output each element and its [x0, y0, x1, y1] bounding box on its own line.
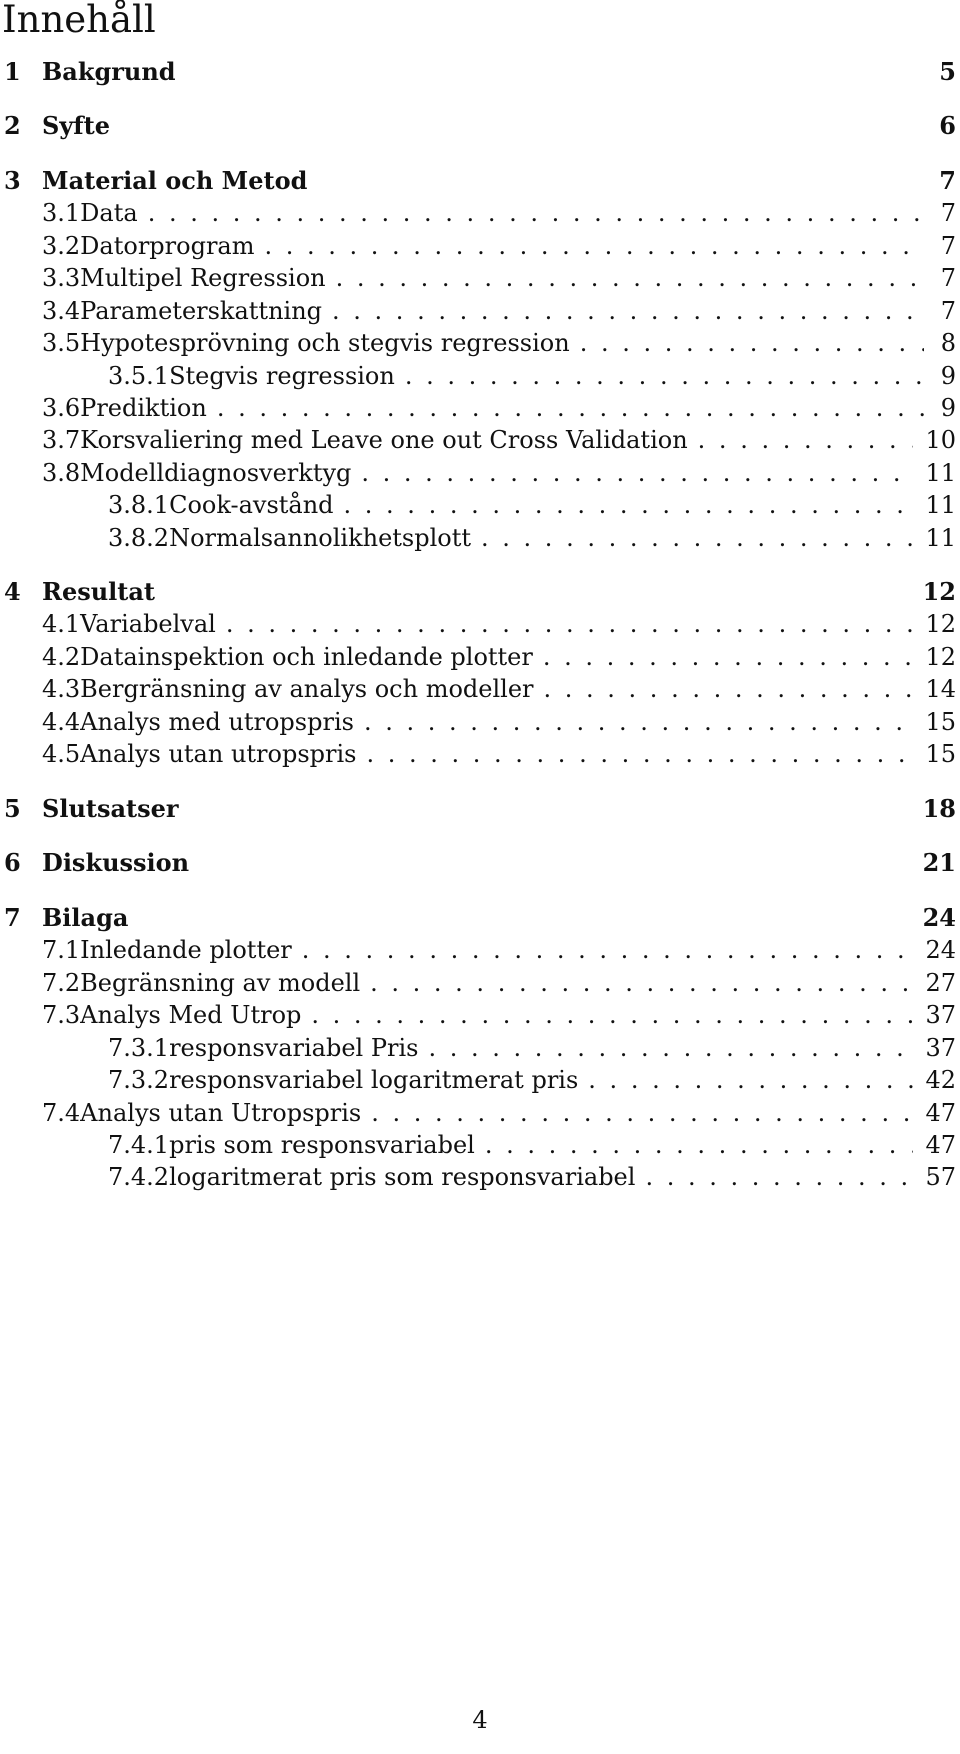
toc-chapter-entry[interactable]: [4, 166, 956, 196]
toc-dot-leader: [366, 739, 913, 769]
toc-entry-number: 7.4.1: [108, 1131, 170, 1159]
toc-entry-number: 4.5: [42, 740, 81, 768]
toc-entry-label: Analys utan utropspris: [80, 740, 357, 768]
toc-entry-page: 24: [922, 903, 956, 932]
toc-section-entry[interactable]: [4, 296, 956, 326]
toc-entry-number: 7.2: [42, 969, 81, 997]
toc-entry-number: 7.3.1: [108, 1034, 170, 1062]
toc-section-entry[interactable]: [4, 1130, 956, 1160]
toc-entry-page: 7: [940, 232, 956, 260]
toc-entry-number: 3.4: [42, 297, 81, 325]
toc-entry-label: Bakgrund: [42, 57, 176, 86]
toc-entry-page: 27: [925, 969, 956, 997]
toc-entry-page: 5: [939, 57, 956, 86]
toc-dot-leader: [364, 707, 914, 737]
toc-entry-label: Syfte: [42, 111, 110, 140]
toc-entry-page: 15: [925, 708, 956, 736]
toc-entry-number: 1: [4, 57, 21, 86]
toc-section-entry[interactable]: [4, 523, 956, 553]
toc-entry-label: Variabelval: [80, 610, 216, 638]
toc-dot-leader: [543, 642, 914, 672]
toc-chapter-entry[interactable]: [4, 57, 956, 87]
toc-entry-number: 3.6: [42, 394, 81, 422]
toc-entry-page: 42: [925, 1066, 956, 1094]
toc-title: Innehåll: [2, 0, 156, 41]
toc-entry-page: 12: [925, 610, 956, 638]
toc-entry-page: 8: [940, 329, 956, 357]
toc-chapter-entry[interactable]: [4, 794, 956, 824]
toc-section-entry[interactable]: [4, 458, 956, 488]
toc-section-entry[interactable]: [4, 425, 956, 455]
toc-section-entry[interactable]: [4, 198, 956, 228]
toc-section-entry[interactable]: [4, 968, 956, 998]
toc-entry-label: Multipel Regression: [80, 264, 326, 292]
toc-entry-number: 7.4.2: [108, 1163, 170, 1191]
toc-entry-number: 3.5: [42, 329, 81, 357]
toc-chapter-entry[interactable]: [4, 903, 956, 933]
toc-entry-page: 11: [925, 524, 956, 552]
toc-entry-number: 3.8: [42, 459, 81, 487]
toc-entry-number: 4.4: [42, 708, 81, 736]
toc-entry-label: Datorprogram: [80, 232, 255, 260]
toc-dot-leader: [311, 1000, 913, 1030]
toc-entry-label: Cook-avstånd: [169, 491, 334, 519]
toc-dot-leader: [336, 263, 924, 293]
toc-entry-label: Inledande plotter: [80, 936, 292, 964]
toc-entry-page: 15: [925, 740, 956, 768]
toc-entry-number: 2: [4, 111, 21, 140]
toc-dot-leader: [148, 198, 924, 228]
toc-entry-number: 3.5.1: [108, 362, 170, 390]
toc-section-entry[interactable]: [4, 707, 956, 737]
toc-entry-page: 57: [925, 1163, 956, 1191]
toc-dot-leader: [485, 1130, 914, 1160]
toc-dot-leader: [332, 296, 924, 326]
toc-section-entry[interactable]: [4, 739, 956, 769]
toc-entry-page: 24: [925, 936, 956, 964]
toc-dot-leader: [588, 1065, 913, 1095]
toc-dot-leader: [370, 968, 913, 998]
toc-entry-page: 7: [939, 166, 956, 195]
toc-entry-label: Parameterskattning: [80, 297, 323, 325]
toc-entry-number: 3.8.1: [108, 491, 170, 519]
toc-entry-number: 4: [4, 577, 21, 606]
toc-entry-label: Resultat: [42, 577, 156, 606]
toc-entry-page: 9: [940, 362, 956, 390]
toc-entry-number: 3.8.2: [108, 524, 170, 552]
toc-entry-label: Stegvis regression: [169, 362, 395, 390]
toc-entry-label: Normalsannolikhetsplott: [169, 524, 472, 552]
toc-section-entry[interactable]: [4, 490, 956, 520]
toc-entry-label: logaritmerat pris som responsvariabel: [169, 1163, 636, 1191]
toc-dot-leader: [361, 458, 913, 488]
toc-dot-leader: [344, 490, 914, 520]
toc-entry-number: 4.2: [42, 643, 81, 671]
toc-entry-label: Analys med utropspris: [80, 708, 354, 736]
toc-entry-page: 47: [925, 1131, 956, 1159]
toc-entry-page: 9: [940, 394, 956, 422]
toc-entry-number: 3.1: [42, 199, 81, 227]
toc-section-entry[interactable]: [4, 361, 956, 391]
toc-entry-label: pris som responsvariabel: [169, 1131, 475, 1159]
toc-entry-page: 11: [925, 459, 956, 487]
page-number: 4: [472, 1706, 488, 1734]
toc-dot-leader: [264, 231, 924, 261]
toc-entry-page: 21: [922, 848, 956, 877]
toc-entry-label: Bergränsning av analys och modeller: [80, 675, 534, 703]
toc-entry-label: Datainspektion och inledande plotter: [80, 643, 533, 671]
toc-entry-number: 4.1: [42, 610, 81, 638]
toc-entry-page: 14: [925, 675, 956, 703]
toc-entry-number: 5: [4, 794, 21, 823]
toc-entry-page: 47: [925, 1099, 956, 1127]
toc-section-entry[interactable]: [4, 1065, 956, 1095]
toc-entry-number: 7.3.2: [108, 1066, 170, 1094]
toc-entry-number: 3.2: [42, 232, 81, 260]
toc-dot-leader: [645, 1162, 913, 1192]
toc-section-entry[interactable]: [4, 328, 956, 358]
toc-entry-number: 7: [4, 903, 21, 932]
toc-entry-label: Modelldiagnosverktyg: [80, 459, 352, 487]
toc-entry-label: responsvariabel Pris: [169, 1034, 419, 1062]
toc-entry-page: 12: [922, 577, 956, 606]
toc-dot-leader: [698, 425, 914, 455]
toc-entry-label: Data: [80, 199, 138, 227]
toc-entry-page: 18: [922, 794, 956, 823]
toc-section-entry[interactable]: [4, 1033, 956, 1063]
toc-entry-page: 37: [925, 1001, 956, 1029]
toc-dot-leader: [371, 1098, 913, 1128]
toc-section-entry[interactable]: [4, 1162, 956, 1192]
toc-entry-page: 7: [940, 199, 956, 227]
toc-entry-number: 3.7: [42, 426, 81, 454]
toc-section-entry[interactable]: [4, 935, 956, 965]
toc-dot-leader: [217, 393, 924, 423]
toc-entry-label: Diskussion: [42, 848, 190, 877]
toc-entry-label: Material och Metod: [42, 166, 308, 195]
toc-entry-label: Analys Med Utrop: [80, 1001, 302, 1029]
toc-entry-page: 11: [925, 491, 956, 519]
toc-entry-label: Bilaga: [42, 903, 129, 932]
toc-entry-number: 4.3: [42, 675, 81, 703]
toc-entry-label: Hypotesprövning och stegvis regression: [80, 329, 570, 357]
toc-section-entry[interactable]: [4, 642, 956, 672]
toc-entry-number: 3.3: [42, 264, 81, 292]
toc-entry-label: Begränsning av modell: [80, 969, 361, 997]
toc-section-entry[interactable]: [4, 231, 956, 261]
toc-dot-leader: [302, 935, 914, 965]
toc-section-entry[interactable]: [4, 393, 956, 423]
toc-dot-leader: [481, 523, 913, 553]
toc-dot-leader: [428, 1033, 913, 1063]
toc-section-entry[interactable]: [4, 1098, 956, 1128]
toc-section-entry[interactable]: [4, 609, 956, 639]
toc-chapter-entry[interactable]: [4, 111, 956, 141]
toc-entry-label: Prediktion: [80, 394, 207, 422]
toc-entry-page: 6: [939, 111, 956, 140]
toc-entry-page: 37: [925, 1034, 956, 1062]
toc-dot-leader: [580, 328, 924, 358]
toc-chapter-entry[interactable]: [4, 577, 956, 607]
toc-entry-number: 7.4: [42, 1099, 81, 1127]
toc-dot-leader: [544, 674, 914, 704]
toc-dot-leader: [405, 361, 924, 391]
toc-entry-page: 7: [940, 297, 956, 325]
toc-entry-label: Korsvaliering med Leave one out Cross Validation: [80, 426, 688, 454]
toc-entry-number: 6: [4, 848, 21, 877]
toc-dot-leader: [226, 609, 914, 639]
toc-entry-label: Analys utan Utropspris: [80, 1099, 362, 1127]
toc-entry-label: Slutsatser: [42, 794, 179, 823]
toc-entry-number: 3: [4, 166, 21, 195]
toc-entry-page: 7: [940, 264, 956, 292]
toc-entry-number: 7.1: [42, 936, 81, 964]
toc-chapter-entry[interactable]: [4, 848, 956, 878]
toc-section-entry[interactable]: [4, 263, 956, 293]
toc-entry-number: 7.3: [42, 1001, 81, 1029]
toc-entry-page: 12: [925, 643, 956, 671]
toc-section-entry[interactable]: [4, 1000, 956, 1030]
toc-entry-page: 10: [925, 426, 956, 454]
toc-section-entry[interactable]: [4, 674, 956, 704]
toc-entry-label: responsvariabel logaritmerat pris: [169, 1066, 579, 1094]
